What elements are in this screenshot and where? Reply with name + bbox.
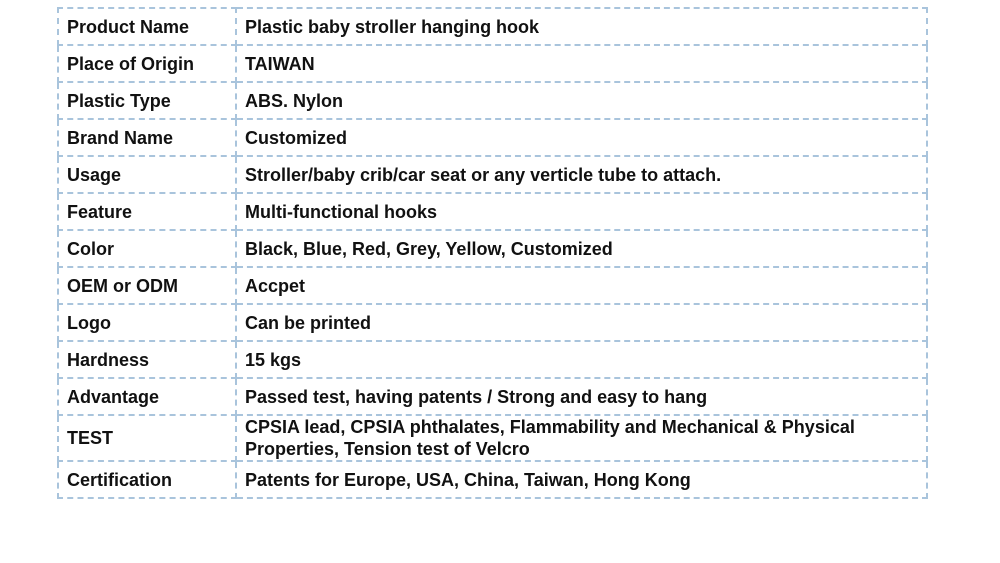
table-row (58, 45, 927, 82)
spec-value: TAIWAN (236, 45, 927, 82)
table-row (58, 304, 927, 341)
table-row (58, 461, 927, 498)
spec-label: OEM or ODM (58, 267, 236, 304)
table-row (58, 341, 927, 378)
spec-value: Passed test, having patents / Strong and easy to hang (236, 378, 927, 415)
table-row (58, 378, 927, 415)
table-row (58, 230, 927, 267)
table-row (58, 267, 927, 304)
spec-value: Patents for Europe, USA, China, Taiwan, Hong Kong (236, 461, 927, 498)
spec-label: Feature (58, 193, 236, 230)
spec-value: Can be printed (236, 304, 927, 341)
spec-value: Customized (236, 119, 927, 156)
spec-label: TEST (58, 415, 236, 461)
spec-label: Product Name (58, 8, 236, 45)
spec-label: Place of Origin (58, 45, 236, 82)
spec-value: Accpet (236, 267, 927, 304)
table-row (58, 119, 927, 156)
table-row (58, 8, 927, 45)
spec-value: Plastic baby stroller hanging hook (236, 8, 927, 45)
spec-value: ABS. Nylon (236, 82, 927, 119)
table-row (58, 156, 927, 193)
spec-value: 15 kgs (236, 341, 927, 378)
table-row (58, 82, 927, 119)
spec-value: CPSIA lead, CPSIA phthalates, Flammability and Mechanical & Physical Properties, Tension test of Velcro (236, 415, 927, 461)
spec-label: Certification (58, 461, 236, 498)
spec-label: Color (58, 230, 236, 267)
spec-label: Advantage (58, 378, 236, 415)
spec-label: Usage (58, 156, 236, 193)
spec-label: Logo (58, 304, 236, 341)
product-spec-table (57, 7, 928, 499)
spec-value: Black, Blue, Red, Grey, Yellow, Customized (236, 230, 927, 267)
spec-label: Hardness (58, 341, 236, 378)
spec-label: Brand Name (58, 119, 236, 156)
spec-label: Plastic Type (58, 82, 236, 119)
spec-value: Stroller/baby crib/car seat or any verticle tube to attach. (236, 156, 927, 193)
table-row (58, 415, 927, 461)
spec-value: Multi-functional hooks (236, 193, 927, 230)
table-row (58, 193, 927, 230)
